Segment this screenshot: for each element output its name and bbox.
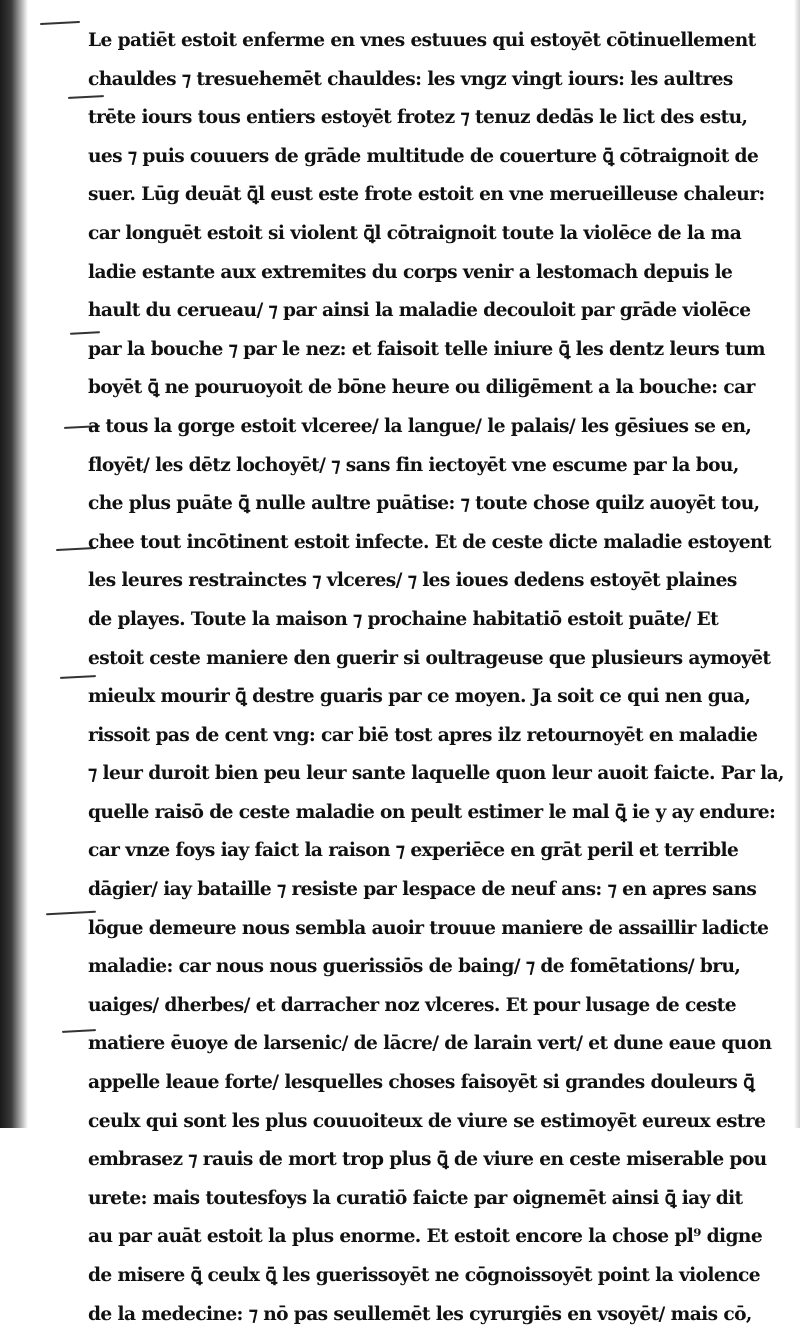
text-line: boyēt ꝗ̄ ne pouruoyoit de bōne heure ou diligēment a la bouche: car — [88, 377, 755, 399]
text-line: rissoit pas de cent vng: car biē tost apres ilz retournoyēt en maladie — [88, 724, 758, 746]
margin-stroke — [40, 21, 80, 25]
text-line: ceulx qui sont les plus couuoiteux de viure se estimoyēt eureux estre — [88, 1110, 766, 1132]
text-line: car longuēt estoit si violent ꝗ̄l cōtraignoit toute la violēce de la ma — [88, 222, 742, 244]
text-line: Le patiēt estoit enferme en vnes estuues qui estoyēt cōtinuellement — [88, 30, 756, 51]
text-line: trēte iours tous entiers estoyēt frotez ⁊ tenuz dedās le lict des estu, — [88, 107, 748, 129]
text-line: au par auāt estoit la plus enorme. Et estoit encore la chose pl⁹ digne — [88, 1226, 763, 1248]
text-line: ⁊ leur duroit bien peu leur sante laquelle quon leur auoit faicte. Par la, — [88, 763, 784, 785]
text-line: embrasez ⁊ rauis de mort trop plus ꝗ̄ de viure en ceste miserable pou — [88, 1149, 767, 1171]
text-line: les leures restrainctes ⁊ vlceres/ ⁊ les ioues dedens estoyēt plaines — [88, 570, 737, 592]
text-line: de la medecine: ⁊ nō pas seullemēt les cyrurgiēs en vsoyēt/ mais cō, — [88, 1303, 752, 1325]
text-line: maladie: car nous nous guerissiōs de baing/ ⁊ de fomētations/ bru, — [88, 956, 741, 978]
text-line: chee tout incōtinent estoit infecte. Et de ceste dicte maladie estoyent — [88, 531, 771, 553]
text-line: hault du cerueau/ ⁊ par ainsi la maladie decouloit par grāde violēce — [88, 300, 751, 322]
text-line: a tous la gorge estoit vlceree/ la langue/ le palais/ les gēsiues se en, — [88, 415, 752, 437]
text-line: de misere ꝗ̄ ceulx ꝗ̄ les guerissoyēt ne cōgnoissoyēt point la violence — [88, 1265, 760, 1286]
text-line: dāgier/ iay bataille ⁊ resiste par lespace de neuf ans: ⁊ en apres sans — [88, 879, 757, 901]
text-line: uaiges/ dherbes/ et darracher noz vlceres. Et pour lusage de ceste — [88, 994, 737, 1016]
text-line: de playes. Toute la maison ⁊ prochaine habitatiō estoit puāte/ Et — [88, 608, 719, 630]
text-line: car vnze foys iay faict la raison ⁊ experiēce en grāt peril et terrible — [88, 840, 739, 862]
text-line: che plus puāte ꝗ̄ nulle aultre puātise: ⁊ toute chose quilz auoyēt tou, — [88, 493, 760, 515]
text-line: chauldes ⁊ tresuehemēt chauldes: les vngz vingt iours: les aultres — [88, 68, 733, 90]
text-line: ladie estante aux extremites du corps venir a lestomach depuis le — [88, 261, 733, 283]
text-line: par la bouche ⁊ par le nez: et faisoit telle iniure ꝗ̄ les dentz leurs tum — [88, 338, 765, 360]
page-gutter-shadow — [0, 0, 28, 1128]
text-line: quelle raisō de ceste maladie on peult estimer le mal ꝗ̄ ie y ay endure: — [88, 801, 776, 823]
text-line: suer. Lūg deuāt ꝗ̄l eust este frote estoit en vne merueilleuse chaleur: — [88, 184, 765, 206]
text-line: urete: mais toutesfoys la curatiō faicte par oignemēt ainsi ꝗ̄ iay dit — [88, 1187, 743, 1209]
text-line: mieulx mourir ꝗ̄ destre guaris par ce moyen. Ja soit ce qui nen gua, — [88, 686, 751, 708]
text-line: lōgue demeure nous sembla auoir trouue maniere de assaillir ladicte — [88, 917, 769, 939]
text-line: estoit ceste maniere den guerir si oultrageuse que plusieurs aymoyēt — [88, 647, 771, 669]
text-line: appelle leaue forte/ lesquelles choses faisoyēt si grandes douleurs ꝗ̄ — [88, 1072, 755, 1094]
page-right-edge — [794, 0, 800, 1128]
text-line: matiere ēuoye de larsenic/ de lācre/ de larain vert/ et dune eaue quon — [88, 1033, 772, 1055]
text-line: ues ⁊ puis couuers de grāde multitude de couerture ꝗ̄ cōtraignoit de — [88, 145, 759, 167]
blackletter-text-block — [88, 22, 788, 1334]
text-line: floyēt/ les dētz lochoyēt/ ⁊ sans fin iectoyēt vne escume par la bou, — [88, 454, 739, 476]
